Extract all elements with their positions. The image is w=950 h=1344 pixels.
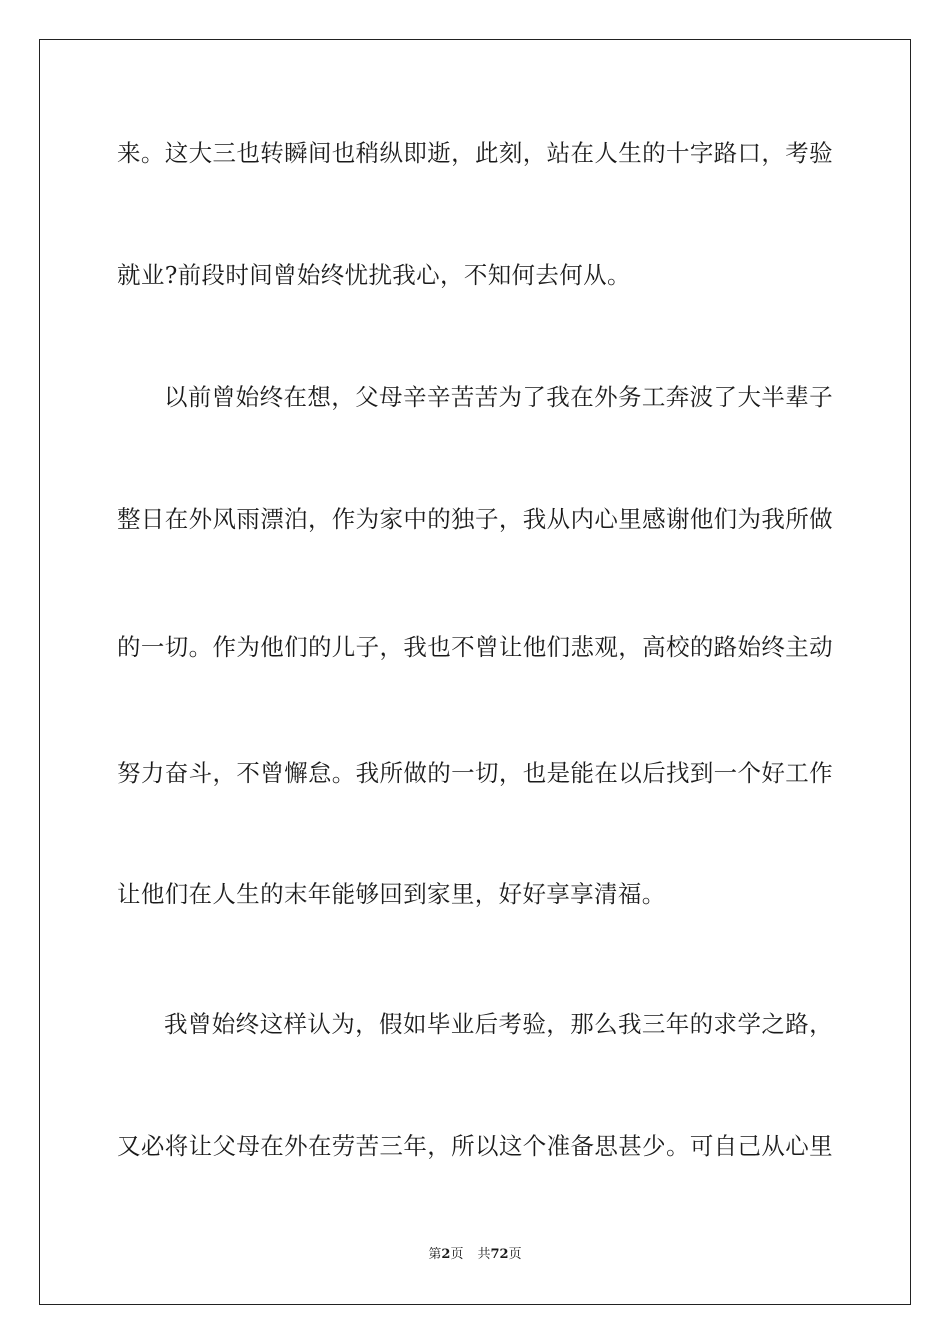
body-line-9: 又必将让父母在外在劳苦三年，所以这个准备思甚少。可自己从心里 [117,1132,833,1160]
page-number-current: 2 [441,1247,451,1262]
page-number-suffix: 页 [450,1247,464,1262]
body-line-8: 我曾始终这样认为，假如毕业后考验，那么我三年的求学之路， [164,1010,833,1038]
body-line-4: 整日在外风雨漂泊，作为家中的独子，我从内心里感谢他们为我所做 [117,505,833,533]
page-footer [0,1246,950,1264]
page-number-prefix: 第 [428,1247,442,1262]
body-line-5: 的一切。作为他们的儿子，我也不曾让他们悲观，高校的路始终主动 [117,633,833,661]
page-total-prefix: 共 [477,1247,491,1262]
body-line-1: 来。这大三也转瞬间也稍纵即逝，此刻，站在人生的十字路口，考验 [117,139,833,167]
body-line-3: 以前曾始终在想，父母辛辛苦苦为了我在外务工奔波了大半辈子 [164,383,833,411]
page-total-count: 72 [490,1247,509,1262]
page-total-suffix: 页 [508,1247,522,1262]
body-line-2: 就业?前段时间曾始终忧扰我心，不知何去何从。 [117,261,631,289]
page-border [39,39,911,1305]
body-line-6: 努力奋斗，不曾懈怠。我所做的一切，也是能在以后找到一个好工作 [117,759,833,787]
body-line-7: 让他们在人生的末年能够回到家里，好好享享清福。 [117,880,666,908]
